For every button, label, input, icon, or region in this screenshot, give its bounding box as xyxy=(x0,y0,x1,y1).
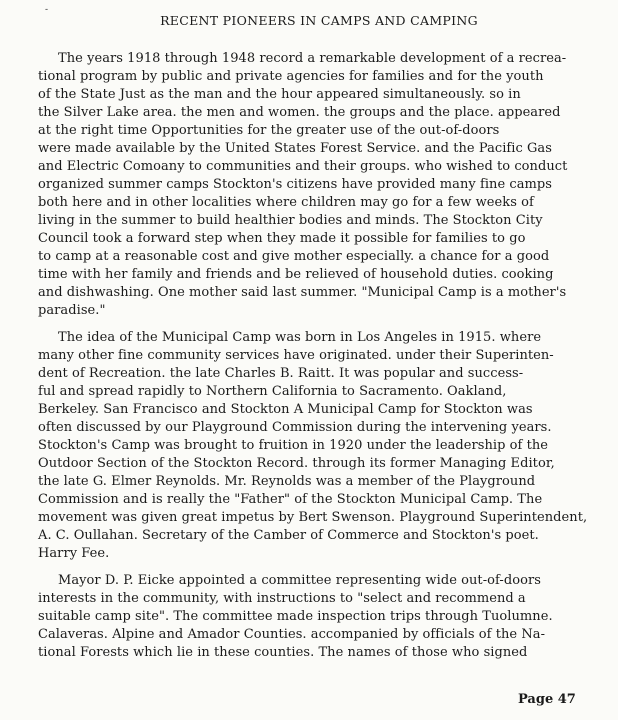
text-line: at the right time Opportunities for the greater use of the out-of-doors xyxy=(38,123,500,138)
text-line: of the State Just as the man and the hour appeared simultaneously. so in xyxy=(38,87,521,102)
text-line: to camp at a reasonable cost and give mother especially. a chance for a good xyxy=(38,249,550,264)
text-line: Calaveras. Alpine and Amador Counties. accompanied by officials of the Na- xyxy=(38,627,546,642)
text-line: were made available by the United States Forest Service. and the Pacific Gas xyxy=(38,141,552,156)
text-line: both here and in other localities where children may go for a few weeks of xyxy=(38,195,534,210)
text-line: many other fine community services have originated. under their Superinten- xyxy=(38,348,554,363)
text-line: The years 1918 through 1948 record a remarkable development of a recrea- xyxy=(58,51,567,66)
page-number: Page 47 xyxy=(518,692,576,707)
text-line: Harry Fee. xyxy=(38,546,110,561)
text-line: often discussed by our Playground Commission during the intervening years. xyxy=(38,420,552,435)
page-speck: - xyxy=(45,5,49,15)
text-line: Council took a forward step when they made it possible for families to go xyxy=(38,231,526,246)
text-line: movement was given great impetus by Bert Swenson. Playground Superintendent, xyxy=(38,510,588,525)
text-line: tional program by public and private agencies for families and for the youth xyxy=(38,69,544,84)
text-line: Commission and is really the "Father" of the Stockton Municipal Camp. The xyxy=(38,492,543,507)
text-line: dent of Recreation. the late Charles B. Raitt. It was popular and success- xyxy=(38,366,524,381)
text-line: the Silver Lake area. the men and women. the groups and the place. appeared xyxy=(38,105,561,120)
text-line: ful and spread rapidly to Northern California to Sacramento. Oakland, xyxy=(38,384,507,399)
text-line: and dishwashing. One mother said last summer. "Municipal Camp is a mother's xyxy=(38,285,567,300)
text-line: Outdoor Section of the Stockton Record. through its former Managing Editor, xyxy=(38,456,555,471)
text-line: and Electric Comoany to communities and their groups. who wished to conduct xyxy=(38,159,568,174)
text-line: paradise." xyxy=(38,303,106,318)
text-line: Stockton's Camp was brought to fruition in 1920 under the leadership of the xyxy=(38,438,549,453)
text-line: tional Forests which lie in these counties. The names of those who signed xyxy=(38,645,528,660)
text-line: A. C. Oullahan. Secretary of the Camber of Commerce and Stockton's poet. xyxy=(38,528,539,543)
text-line: interests in the community, with instructions to "select and recommend a xyxy=(38,591,526,606)
text-line: The idea of the Municipal Camp was born in Los Angeles in 1915. where xyxy=(58,330,542,345)
text-line: suitable camp site". The committee made inspection trips through Tuolumne. xyxy=(38,609,553,624)
text-line: Mayor D. P. Eicke appointed a committee representing wide out-of-doors xyxy=(58,573,541,588)
page-title: RECENT PIONEERS IN CAMPS AND CAMPING xyxy=(160,13,478,28)
text-line: organized summer camps Stockton's citizens have provided many fine camps xyxy=(38,177,552,192)
text-line: living in the summer to build healthier bodies and minds. The Stockton City xyxy=(38,213,543,228)
text-line: Berkeley. San Francisco and Stockton A Municipal Camp for Stockton was xyxy=(38,402,533,417)
text-line: the late G. Elmer Reynolds. Mr. Reynolds was a member of the Playground xyxy=(38,474,536,489)
text-line: time with her family and friends and be relieved of household duties. cooking xyxy=(38,267,554,282)
